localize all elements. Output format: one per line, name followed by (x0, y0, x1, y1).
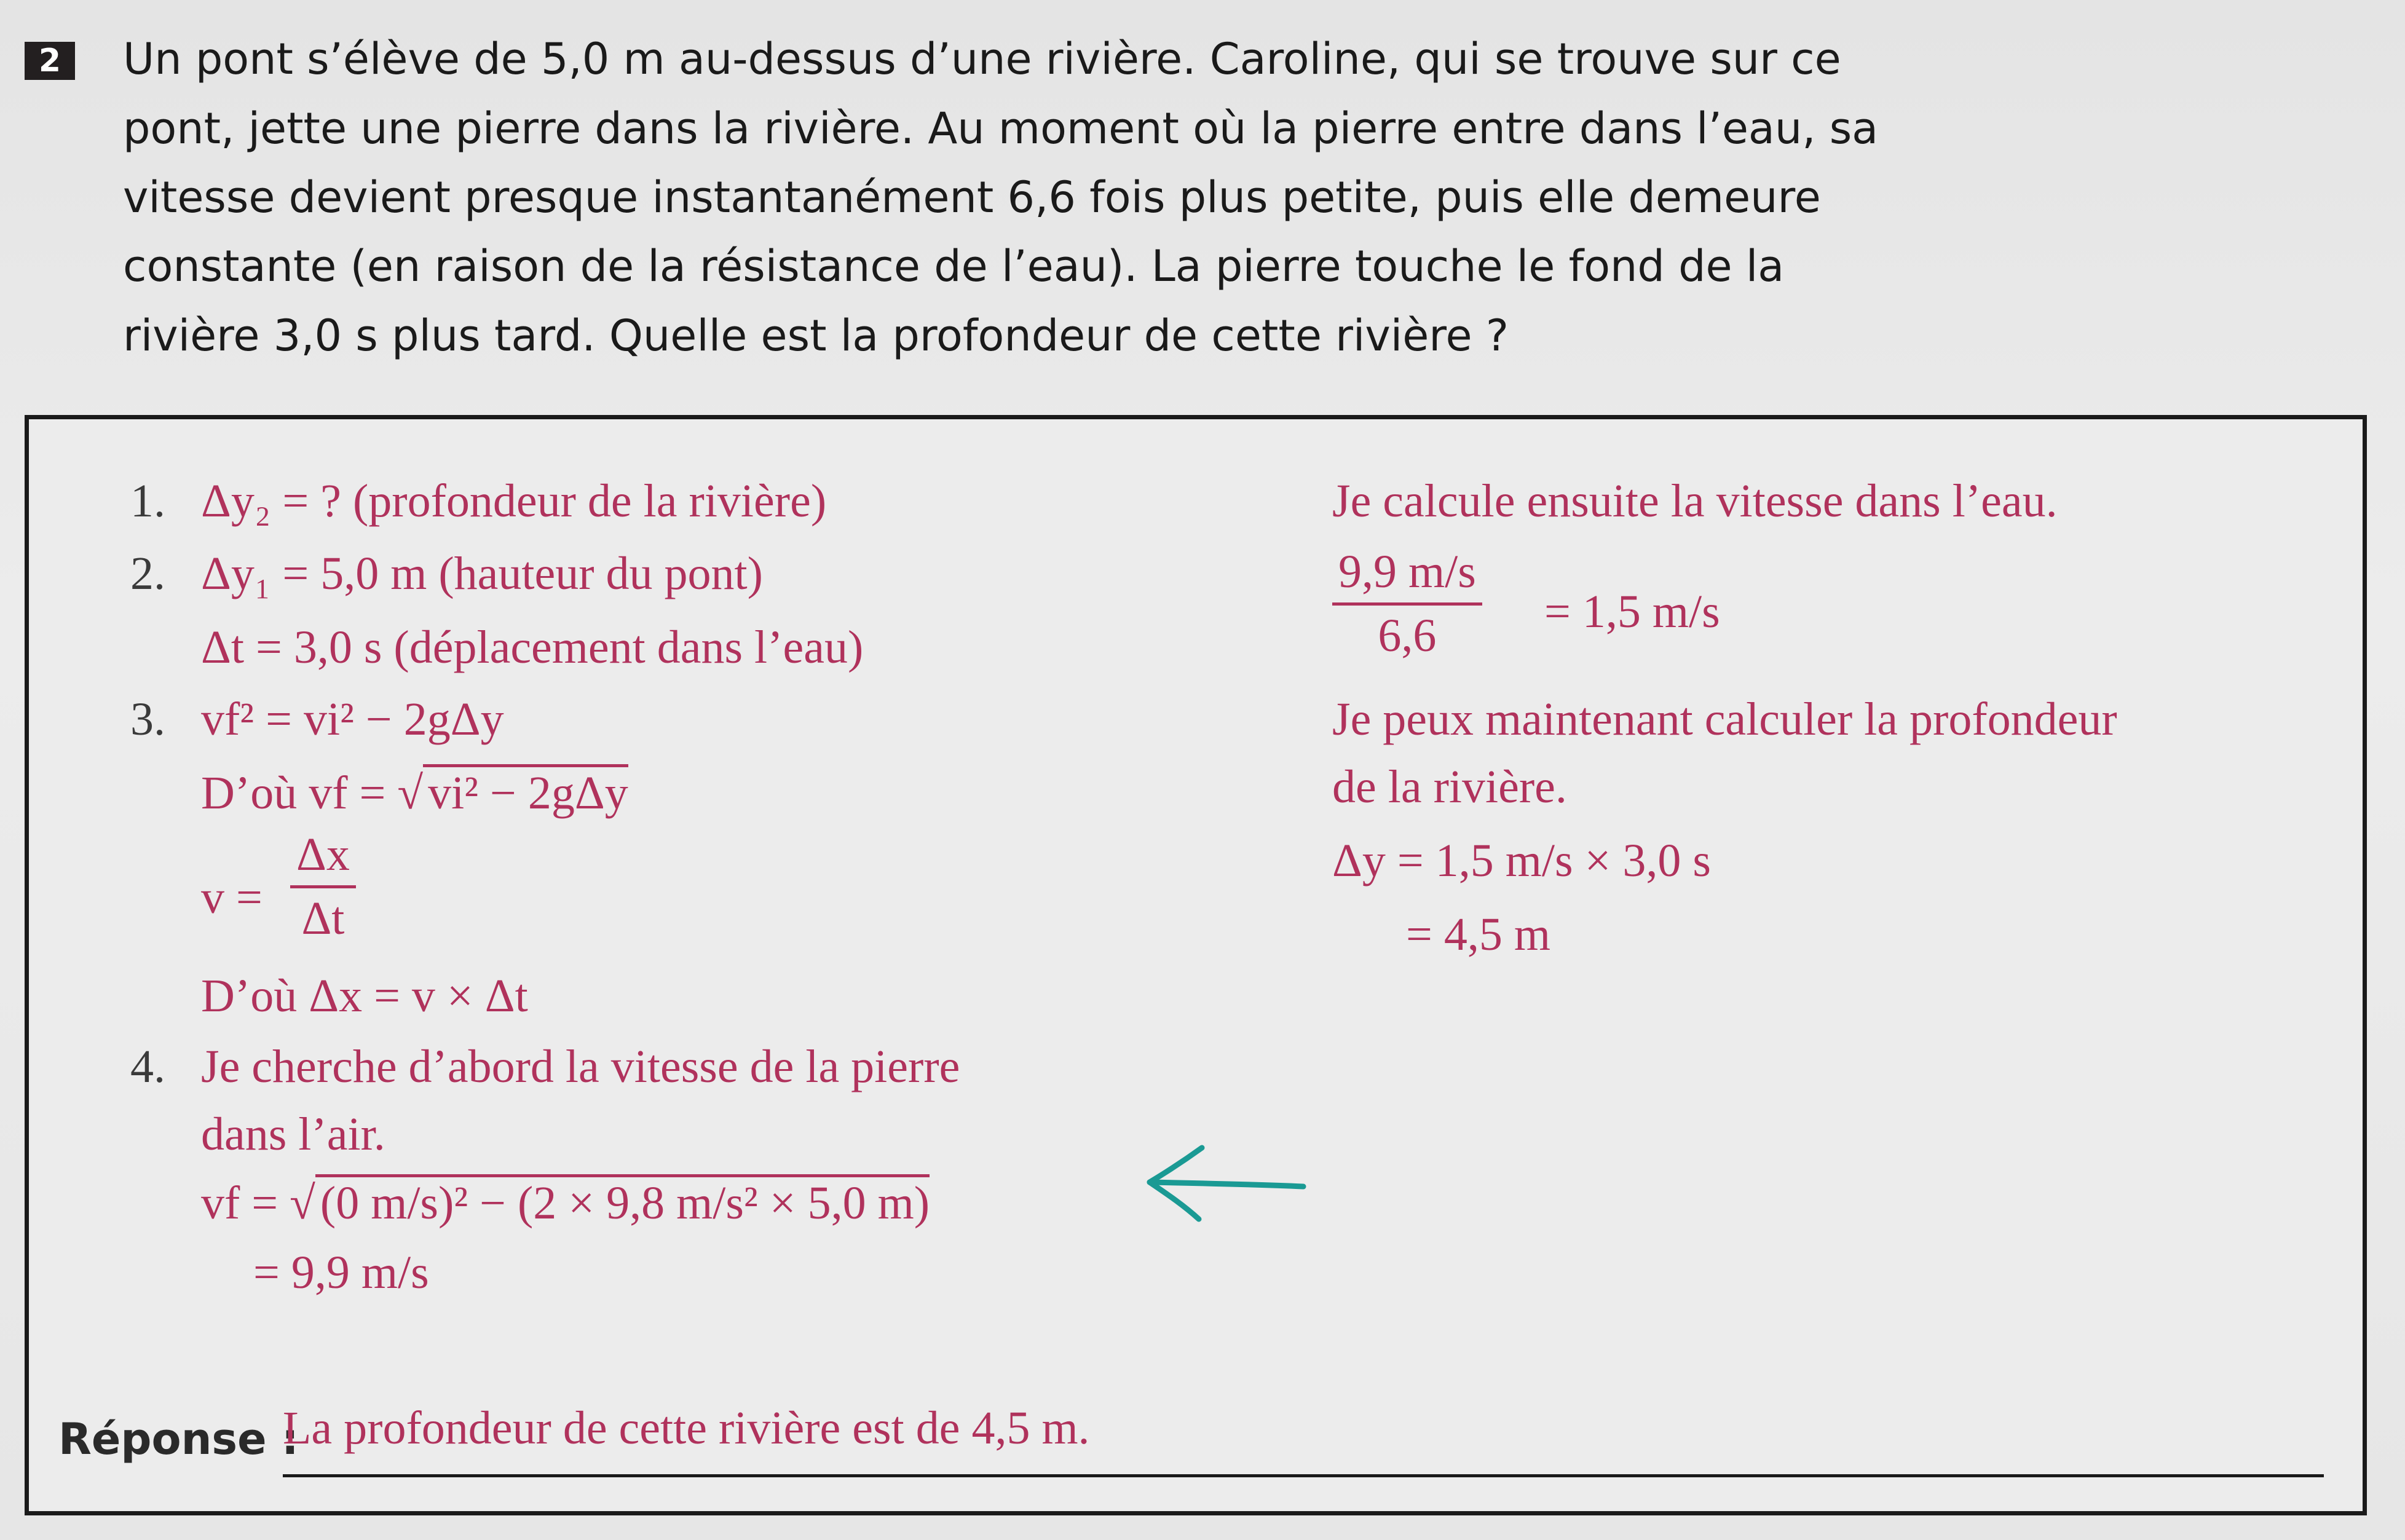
step-2-number: 2. (130, 548, 165, 599)
right-line-1: Je calcule ensuite la vitesse dans l’eau. (1332, 475, 2058, 527)
step-3-eq2-prefix: D’où vf = √ (201, 767, 424, 819)
step-4-eq-radicand: (0 m/s)² − (2 × 9,8 m/s² × 5,0 m) (315, 1174, 930, 1229)
step-3-number: 3. (130, 693, 165, 745)
step-4-line-1: Je cherche d’abord la vitesse de la pierre (201, 1041, 960, 1092)
question-number-badge: 2 (25, 42, 75, 80)
solution-box (25, 415, 2367, 1515)
problem-line-5: rivière 3,0 s plus tard. Quelle est la profondeur de cette rivière ? (123, 310, 1509, 361)
step-3-eq3-denominator: Δt (301, 893, 345, 944)
answer-label: Réponse : (58, 1414, 299, 1464)
water-speed-fraction (1332, 545, 1482, 663)
water-speed-numerator: 9,9 m/s (1332, 545, 1482, 606)
depth-equation: Δy = 1,5 m/s × 3,0 s (1332, 835, 1711, 886)
answer-underline (283, 1474, 2324, 1477)
problem-line-1: Un pont s’élève de 5,0 m au-dessus d’une rivière. Caroline, qui se trouve sur ce (123, 34, 1841, 84)
step-3-eq3-numerator: Δx (290, 828, 356, 888)
step-4-result: = 9,9 m/s (253, 1247, 429, 1298)
step-1-number: 1. (130, 475, 165, 527)
step-3-equation-4: D’où Δx = v × Δt (201, 970, 528, 1022)
water-speed-result: = 1,5 m/s (1544, 586, 1720, 638)
step-2-line-1: Δy₁ = 5,0 m (hauteur du pont) (201, 548, 763, 599)
right-line-2b: de la rivière. (1332, 761, 1567, 813)
right-line-2a: Je peux maintenant calculer la profondeur (1332, 693, 2117, 745)
step-1-text: Δy₂ = ? (profondeur de la rivière) (201, 475, 827, 527)
step-4-number: 4. (130, 1041, 165, 1092)
step-3-equation-2 (201, 767, 628, 820)
depth-result: = 4,5 m (1406, 909, 1550, 960)
problem-line-2: pont, jette une pierre dans la rivière. Au moment où la pierre entre dans l’eau, sa (123, 103, 1879, 154)
step-3-eq3-fraction (290, 828, 356, 946)
problem-line-4: constante (en raison de la résistance de l’eau). La pierre touche le fond de la (123, 241, 1785, 291)
step-4-eq-prefix: vf = √ (201, 1177, 315, 1229)
step-2-line-2: Δt = 3,0 s (déplacement dans l’eau) (201, 622, 864, 673)
step-3-equation-1: vf² = vi² − 2gΔy (201, 693, 504, 745)
step-3-eq3-lhs: v = (201, 872, 263, 923)
step-4-line-2: dans l’air. (201, 1108, 385, 1160)
answer-text: La profondeur de cette rivière est de 4,5 m. (283, 1402, 1090, 1454)
water-speed-denominator: 6,6 (1378, 610, 1437, 661)
left-arrow-icon (1137, 1140, 1309, 1226)
step-4-equation (201, 1177, 930, 1230)
step-3-eq2-radicand: vi² − 2gΔy (423, 764, 628, 819)
problem-line-3: vitesse devient presque instantanément 6,6 fois plus petite, puis elle demeure (123, 172, 1821, 223)
